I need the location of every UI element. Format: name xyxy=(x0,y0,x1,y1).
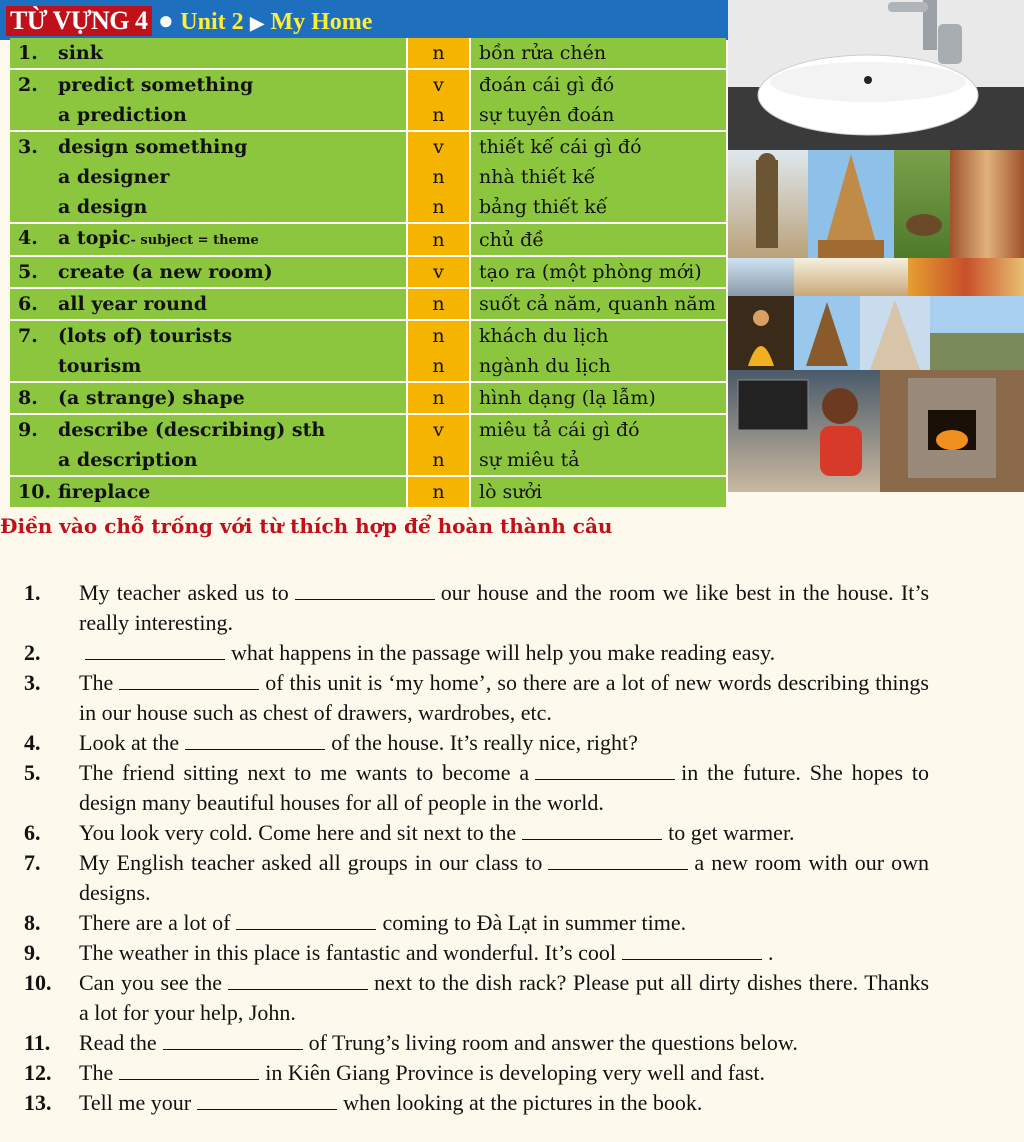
vocab-row xyxy=(10,320,726,351)
exercise-list xyxy=(24,578,929,1118)
vocab-meaning: hình dạng (lạ lẫm) xyxy=(470,382,726,414)
vocab-row xyxy=(10,162,726,192)
exercise-sentence xyxy=(79,968,929,1028)
vocab-row xyxy=(10,288,726,320)
part-of-speech: v xyxy=(407,414,470,445)
exercise-number: 9. xyxy=(24,940,41,965)
answer-blank[interactable] xyxy=(185,731,325,750)
sentence-before-blank: The xyxy=(79,670,114,695)
bullet-icon: ● xyxy=(158,6,174,35)
exercise-item xyxy=(24,818,929,848)
arrow-icon: ▶ xyxy=(250,13,264,33)
vocab-meaning: miêu tả cái gì đó xyxy=(470,414,726,445)
elephant-jungle-photo xyxy=(894,150,950,258)
answer-blank[interactable] xyxy=(119,1061,259,1080)
part-of-speech: n xyxy=(407,320,470,351)
sentence-before-blank: Look at the xyxy=(79,730,180,755)
answer-blank[interactable] xyxy=(535,761,675,780)
exercise-number: 3. xyxy=(24,670,41,695)
vocab-term xyxy=(10,223,407,256)
exercise-item xyxy=(24,728,929,758)
exercise-number: 6. xyxy=(24,820,41,845)
exercise-sentence xyxy=(79,1028,929,1058)
exercise-item xyxy=(24,578,929,638)
sentence-after-blank: in Kiên Giang Province is developing very well and fast. xyxy=(265,1060,765,1085)
sentence-before-blank: The weather in this place is fantastic and wonderful. It’s cool xyxy=(79,940,616,965)
part-of-speech: n xyxy=(407,351,470,382)
picture-panel xyxy=(728,0,1024,492)
vocab-row xyxy=(10,414,726,445)
sentence-before-blank: My English teacher asked all groups in our class to xyxy=(79,850,543,875)
temple-small-photo xyxy=(794,296,860,370)
vocab-term-text: design something xyxy=(58,136,248,158)
vocab-meaning: tạo ra (một phòng mới) xyxy=(470,256,726,288)
answer-blank[interactable] xyxy=(163,1031,303,1050)
vocab-term-text: all year round xyxy=(58,293,208,315)
vocab-meaning: suốt cả năm, quanh năm xyxy=(470,288,726,320)
vocab-meaning: đoán cái gì đó xyxy=(470,69,726,100)
designer-at-computer-photo xyxy=(728,370,880,492)
vocab-badge: TỪ VỰNG 4 xyxy=(6,6,152,36)
vocab-meaning: sự miêu tả xyxy=(470,445,726,476)
vocab-meaning: ngành du lịch xyxy=(470,351,726,382)
vocab-number: 9. xyxy=(18,419,38,441)
sentence-before-blank: My teacher asked us to xyxy=(79,580,289,605)
exercise-number: 4. xyxy=(24,730,41,755)
sentence-after-blank: . xyxy=(768,940,774,965)
vocab-row xyxy=(10,131,726,162)
vocab-term xyxy=(10,382,407,414)
vocab-term-text: a description xyxy=(58,449,198,471)
part-of-speech: v xyxy=(407,131,470,162)
vocab-number: 6. xyxy=(18,293,38,315)
vocab-term-text: create (a new room) xyxy=(58,261,273,283)
part-of-speech: v xyxy=(407,256,470,288)
vocab-meaning: thiết kế cái gì đó xyxy=(470,131,726,162)
exercise-number: 7. xyxy=(24,850,41,875)
sentence-before-blank: The xyxy=(79,1060,114,1085)
vocab-meaning: bồn rửa chén xyxy=(470,38,726,69)
part-of-speech: v xyxy=(407,69,470,100)
exercise-sentence xyxy=(79,1088,929,1118)
answer-blank[interactable] xyxy=(197,1091,337,1110)
exercise-item xyxy=(24,638,929,668)
part-of-speech: n xyxy=(407,445,470,476)
vocab-number: 2. xyxy=(18,74,38,96)
vocab-row xyxy=(10,100,726,131)
vocab-term xyxy=(10,351,407,382)
answer-blank[interactable] xyxy=(548,851,688,870)
exercise-sentence xyxy=(79,578,929,638)
vocab-row xyxy=(10,476,726,507)
exercise-number: 1. xyxy=(24,580,41,605)
dancer-photo xyxy=(728,296,794,370)
corridor-photo xyxy=(950,150,1024,258)
exercise-number: 13. xyxy=(24,1090,52,1115)
vocab-term-text: (lots of) tourists xyxy=(58,325,233,347)
exercise-sentence xyxy=(79,728,929,758)
vocab-term-text: fireplace xyxy=(58,481,151,503)
exercise-number: 11. xyxy=(24,1030,51,1055)
vocab-term xyxy=(10,192,407,223)
part-of-speech: n xyxy=(407,288,470,320)
answer-blank[interactable] xyxy=(85,641,225,660)
answer-blank[interactable] xyxy=(119,671,259,690)
vocab-number: 3. xyxy=(18,136,38,158)
vocab-term xyxy=(10,131,407,162)
exercise-item xyxy=(24,668,929,728)
fireplace-photo xyxy=(880,370,1024,492)
vocab-term-text: a design xyxy=(58,196,148,218)
vocab-row xyxy=(10,351,726,382)
sink-photo xyxy=(728,0,1024,150)
vocab-term-text: tourism xyxy=(58,355,142,377)
vocab-number: 7. xyxy=(18,325,38,347)
sentence-before-blank: Tell me your xyxy=(79,1090,192,1115)
vocab-meaning: khách du lịch xyxy=(470,320,726,351)
sentence-after-blank: a new room with our own designs. xyxy=(79,850,929,905)
exercise-sentence xyxy=(79,818,929,848)
exercise-number: 12. xyxy=(24,1060,52,1085)
vocab-row xyxy=(10,382,726,414)
sink-icon xyxy=(728,0,1024,150)
exercise-item xyxy=(24,758,929,818)
temple-photo xyxy=(808,150,894,258)
unit-label: Unit 2 xyxy=(180,9,244,35)
vocab-term xyxy=(10,414,407,445)
exercise-sentence xyxy=(79,758,929,818)
vocab-term-text: a prediction xyxy=(58,104,187,126)
statue-photo xyxy=(728,150,808,258)
vocab-row xyxy=(10,38,726,69)
answer-blank[interactable] xyxy=(622,941,762,960)
sentence-after-blank: what happens in the passage will help you make reading easy. xyxy=(231,640,776,665)
exercise-number: 10. xyxy=(24,970,52,995)
vocab-term-text: predict something xyxy=(58,74,254,96)
vocab-term-note: - subject = theme xyxy=(130,233,259,248)
exercise-item xyxy=(24,1028,929,1058)
part-of-speech: n xyxy=(407,162,470,192)
exercise-number: 8. xyxy=(24,910,41,935)
vocab-term xyxy=(10,100,407,131)
exercise-sentence xyxy=(79,908,929,938)
exercise-item xyxy=(24,1058,929,1088)
vocab-table xyxy=(10,38,726,507)
part-of-speech: n xyxy=(407,476,470,507)
exercise-number: 2. xyxy=(24,640,41,665)
food-photo xyxy=(908,258,1024,296)
sentence-after-blank: of this unit is ‘my home’, so there are a lot of new words describing things in our house such as chest of drawers, wardrobes, etc. xyxy=(79,670,929,725)
exercise-item xyxy=(24,938,929,968)
vocab-meaning: sự tuyên đoán xyxy=(470,100,726,131)
vocab-number: 10. xyxy=(18,481,52,503)
sentence-after-blank: of the house. It’s really nice, right? xyxy=(331,730,638,755)
exercise-sentence xyxy=(79,1058,929,1088)
vocab-meaning: chủ đề xyxy=(470,223,726,256)
vocab-term xyxy=(10,162,407,192)
part-of-speech: n xyxy=(407,192,470,223)
vocab-term-text: (a strange) shape xyxy=(58,387,245,409)
vocab-number: 8. xyxy=(18,387,38,409)
sentence-after-blank: when looking at the pictures in the book. xyxy=(343,1090,703,1115)
vocab-term xyxy=(10,476,407,507)
sentence-after-blank: to get warmer. xyxy=(668,820,795,845)
sentence-after-blank: our house and the room we like best in the house. It’s really interesting. xyxy=(79,580,929,635)
exercise-number: 5. xyxy=(24,760,41,785)
answer-blank[interactable] xyxy=(522,821,662,840)
sentence-after-blank: in the future. She hopes to design many beautiful houses for all of people in the world. xyxy=(79,760,929,815)
vocab-term-text: describe (describing) sth xyxy=(58,419,326,441)
city-street-photo xyxy=(728,258,794,296)
sentence-before-blank: Can you see the xyxy=(79,970,223,995)
vocab-term xyxy=(10,288,407,320)
exercise-item xyxy=(24,908,929,938)
exercise-item xyxy=(24,1088,929,1118)
vocab-number: 1. xyxy=(18,42,38,64)
vocab-term xyxy=(10,445,407,476)
exercise-sentence xyxy=(79,638,929,668)
sentence-after-blank: of Trung’s living room and answer the questions below. xyxy=(308,1030,798,1055)
vocab-term-text: a designer xyxy=(58,166,170,188)
exercise-item xyxy=(24,848,929,908)
tower-photo xyxy=(860,296,930,370)
vocab-term xyxy=(10,38,407,69)
sentence-after-blank: coming to Đà Lạt in summer time. xyxy=(382,910,687,935)
answer-blank[interactable] xyxy=(228,971,368,990)
vocab-row xyxy=(10,256,726,288)
exercise-sentence xyxy=(79,848,929,908)
sentence-after-blank: next to the dish rack? Please put all dirty dishes there. Thanks a lot for your help, John. xyxy=(79,970,930,1025)
vocab-row xyxy=(10,223,726,256)
vocab-term xyxy=(10,256,407,288)
answer-blank[interactable] xyxy=(236,911,376,930)
temple-complex-photo xyxy=(930,296,1024,370)
page-title xyxy=(6,6,372,36)
vocab-row xyxy=(10,445,726,476)
sentence-before-blank: The friend sitting next to me wants to become a xyxy=(79,760,530,785)
sentence-before-blank: There are a lot of xyxy=(79,910,231,935)
part-of-speech: n xyxy=(407,38,470,69)
answer-blank[interactable] xyxy=(295,581,435,600)
vocab-meaning: lò sưởi xyxy=(470,476,726,507)
dancers-photo xyxy=(794,258,908,296)
vocab-meaning: bảng thiết kế xyxy=(470,192,726,223)
vocab-term xyxy=(10,69,407,100)
exercise-sentence xyxy=(79,938,929,968)
vocab-number: 4. xyxy=(18,227,38,249)
sentence-before-blank: Read the xyxy=(79,1030,157,1055)
vocab-row xyxy=(10,69,726,100)
part-of-speech: n xyxy=(407,382,470,414)
vocab-term-text: sink xyxy=(58,42,103,64)
exercise-item xyxy=(24,968,929,1028)
vocab-row xyxy=(10,192,726,223)
vocab-meaning: nhà thiết kế xyxy=(470,162,726,192)
exercise-sentence xyxy=(79,668,929,728)
exercise-instruction: Điền vào chỗ trống với từ thích hợp để hoàn thành câu xyxy=(0,514,613,538)
topic-label: My Home xyxy=(270,9,373,35)
sentence-before-blank: You look very cold. Come here and sit next to the xyxy=(79,820,517,845)
vocab-number: 5. xyxy=(18,261,38,283)
part-of-speech: n xyxy=(407,100,470,131)
part-of-speech: n xyxy=(407,223,470,256)
vocab-term-text: a topic xyxy=(58,227,131,249)
vocab-term xyxy=(10,320,407,351)
